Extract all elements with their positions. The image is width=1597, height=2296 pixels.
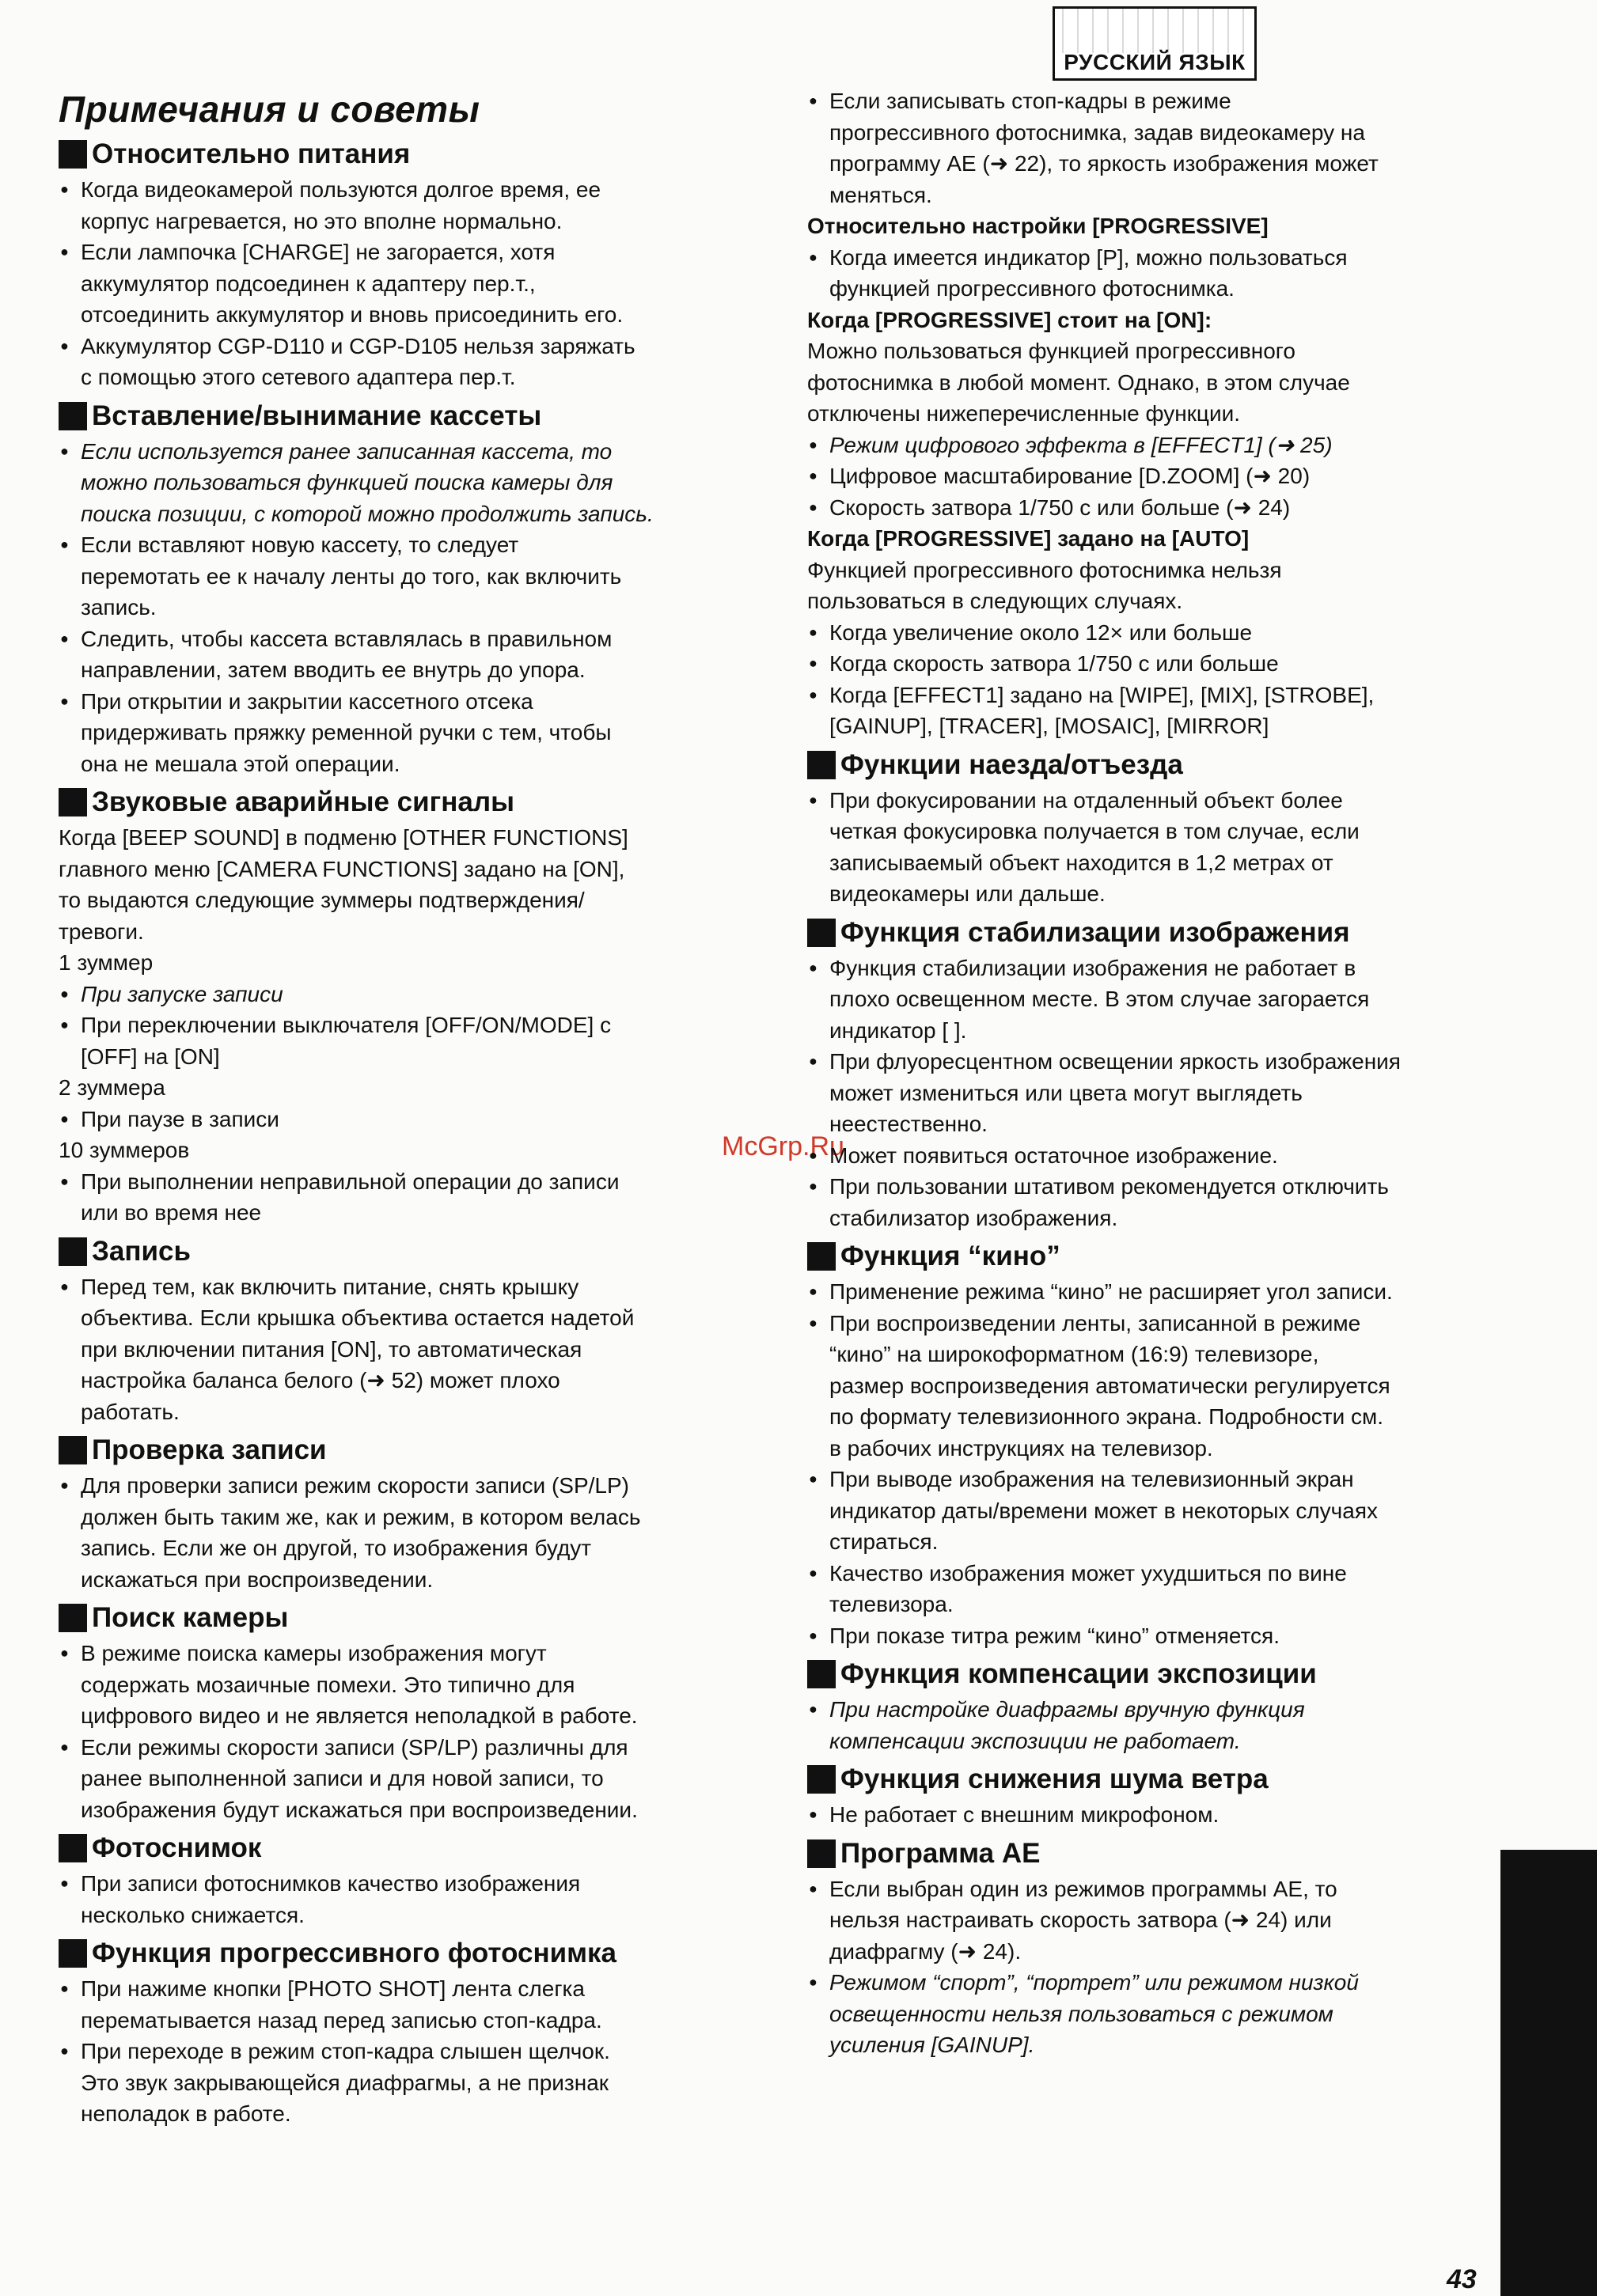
list-item: ● При пользовании штативом рекомендуется отключить стабилизатор изображения. <box>807 1171 1488 1233</box>
list-item: ● При выполнении неправильной операции до записи или во время нее <box>59 1166 755 1229</box>
section-photo-heading: Фотоснимок <box>59 1830 755 1866</box>
list-item: ● При переключении выключателя [OFF/ON/MODE] с [OFF] на [ON] <box>59 1010 755 1072</box>
section-zoom-heading: Функции наезда/отъезда <box>807 747 1488 783</box>
section-progressive-list <box>59 1973 755 2130</box>
section-recording-heading: Запись <box>59 1233 755 1270</box>
section-marker-icon <box>59 402 87 430</box>
list-item: ● Может появиться остаточное изображение. <box>807 1140 1488 1172</box>
beeps-ten-list <box>59 1166 755 1229</box>
section-ae-list <box>807 1874 1488 2061</box>
list-item: ● Если используется ранее записанная кассета, то можно пользоваться функцией поиска камеры для поиска позиции, с которой можно продолжить запись. <box>59 436 755 530</box>
beeps-one-list <box>59 979 755 1073</box>
progressive-continued-list <box>807 85 1488 210</box>
section-marker-icon <box>59 1604 87 1632</box>
section-power-heading: Относительно питания <box>59 136 755 172</box>
section-wind-list <box>807 1799 1488 1831</box>
list-item: ● Качество изображения может ухудшиться по вине телевизора. <box>807 1558 1488 1620</box>
list-item: ● При показе титра режим “кино” отменяется. <box>807 1620 1488 1652</box>
section-progressive-heading: Функция прогрессивного фотоснимка <box>59 1935 755 1972</box>
section-cassette-list <box>59 436 755 780</box>
section-cinema-list <box>807 1276 1488 1651</box>
prog-auto-title: Когда [PROGRESSIVE] задано на [AUTO] <box>807 526 1250 551</box>
list-item: ● Цифровое масштабирование [D.ZOOM] (➜ 20) <box>807 460 1488 492</box>
list-item: ● При фокусировании на отдаленный объект более четкая фокусировка получается в том случае, если записываемый объект находится в 1,2 метрах от видеокамеры или дальше. <box>807 785 1488 910</box>
list-item: ● Если режимы скорости записи (SP/LP) различны для ранее выполненной записи и для новой записи, то изображения будут искажаться при воспроизведении. <box>59 1732 755 1826</box>
section-power-list <box>59 174 755 393</box>
list-item: ● Когда увеличение около 12× или больше <box>807 617 1488 649</box>
prog-on-title: Когда [PROGRESSIVE] стоит на [ON]: <box>807 307 1212 332</box>
list-item: ● При настройке диафрагмы вручную функция компенсации экспозиции не работает. <box>807 1694 1488 1756</box>
page-title: Примечания и советы <box>59 89 480 130</box>
list-item: ● При выводе изображения на телевизионный экран индикатор даты/времени может в некоторых случаях стираться. <box>807 1464 1488 1558</box>
section-exposure-heading: Функция компенсации экспозиции <box>807 1656 1488 1692</box>
list-item: ● При флуоресцентном освещении яркость изображения может измениться или цвета могут выглядеть неестественно. <box>807 1046 1488 1140</box>
section-marker-icon <box>807 1242 836 1271</box>
section-check-list <box>59 1470 755 1595</box>
list-item: ● Режим цифрового эффекта в [EFFECT1] (➜ 25) <box>807 430 1488 461</box>
scan-noise <box>1055 9 1254 53</box>
beeps-intro: Когда [BEEP SOUND] в подменю [OTHER FUNCTIONS] главного меню [CAMERA FUNCTIONS] задано на [ON], то выдаются следующие зуммеры подтверждения/ тревоги. <box>59 825 628 944</box>
section-marker-icon <box>59 1237 87 1266</box>
section-marker-icon <box>807 1660 836 1688</box>
section-marker-icon <box>807 1765 836 1794</box>
list-item: ● При нажимe кнопки [PHOTO SHOT] лента слегка перематывается назад перед записью стоп-кадра. <box>59 1973 755 2036</box>
prog-setting-title: Относительно настройки [PROGRESSIVE] <box>807 214 1269 238</box>
list-item: ● Применение режима “кино” не расширяет угол записи. <box>807 1276 1488 1308</box>
list-item: ● Когда [EFFECT1] задано на [WIPE], [MIX], [STROBE], [GAINUP], [TRACER], [MOSAIC], [MIRROR] <box>807 680 1488 742</box>
beeps-ten-label: 10 зуммеров <box>59 1138 190 1162</box>
list-item: ● Если выбран один из режимов программы AE, то нельзя настраивать скорость затвора (➜ 24) или диафрагму (➜ 24). <box>807 1874 1488 1968</box>
prog-on-list <box>807 430 1488 524</box>
section-wind-heading: Функция снижения шума ветра <box>807 1761 1488 1798</box>
side-tab-marker <box>1500 1850 1597 2296</box>
section-exposure-list <box>807 1694 1488 1756</box>
list-item: ● Когда видеокамерой пользуются долгое время, ее корпус нагревается, но это вполне нормально. <box>59 174 755 237</box>
section-check-heading: Проверка записи <box>59 1432 755 1468</box>
list-item: ● Аккумулятор CGP-D110 и CGP-D105 нельзя заряжать с помощью этого сетевого адаптера пер.т. <box>59 331 755 393</box>
section-search-list <box>59 1638 755 1825</box>
list-item: ● Когда скорость затвора 1/750 с или больше <box>807 648 1488 680</box>
right-column <box>807 85 1488 2061</box>
list-item: ● Следить, чтобы кассета вставлялась в правильном направлении, затем вводить ее внутрь до упора. <box>59 623 755 686</box>
section-recording-list <box>59 1271 755 1428</box>
beeps-one-label: 1 зуммер <box>59 950 154 975</box>
list-item: ● При запуске записи <box>59 979 755 1010</box>
section-stab-heading: Функция стабилизации изображения <box>807 915 1488 951</box>
section-stab-list <box>807 953 1488 1234</box>
section-marker-icon <box>59 1436 87 1464</box>
prog-setting-list <box>807 242 1488 305</box>
watermark: McGrp.Ru <box>722 1131 844 1161</box>
section-photo-list <box>59 1868 755 1930</box>
list-item: ● При переходе в режим стоп-кадра слышен щелчок. Это звук закрывающейся диафрагмы, а не признак неполадок в работе. <box>59 2036 755 2130</box>
list-item: ● При паузе в записи <box>59 1104 755 1135</box>
list-item: ● Если записывать стоп-кадры в режиме прогрессивного фотоснимка, задав видеокамеру на программу AE (➜ 22), то яркость изображения может меняться. <box>807 85 1488 210</box>
list-item: ● В режиме поиска камеры изображения могут содержать мозаичные помехи. Это типично для цифрового видео и не является неполадкой в работе. <box>59 1638 755 1732</box>
prog-auto-text: Функцией прогрессивного фотоснимка нельзя пользоваться в следующих случаях. <box>807 557 1282 613</box>
section-ae-heading: Программа AE <box>807 1836 1488 1872</box>
list-item: ● Для проверки записи режим скорости записи (SP/LP) должен быть таким же, как и режим, в котором велась запись. Если же он другой, то изображения будут искажаться при воспроизведении. <box>59 1470 755 1595</box>
list-item: ● Режимом “спорт”, “портрет” или режимом низкой освещенности нельзя пользоваться с режимом усиления [GAINUP]. <box>807 1967 1488 2061</box>
beeps-two-list <box>59 1104 755 1135</box>
language-tab <box>1053 6 1257 81</box>
list-item: ● Скорость затвора 1/750 с или больше (➜ 24) <box>807 492 1488 524</box>
section-marker-icon <box>59 788 87 816</box>
language-label: РУССКИЙ ЯЗЫК <box>1064 50 1246 74</box>
section-marker-icon <box>59 140 87 169</box>
list-item: ● Не работает с внешним микрофоном. <box>807 1799 1488 1831</box>
section-zoom-list <box>807 785 1488 910</box>
section-marker-icon <box>807 751 836 779</box>
list-item: ● При записи фотоснимков качество изображения несколько снижается. <box>59 1868 755 1930</box>
list-item: ● Функция стабилизации изображения не работает в плохо освещенном месте. В этом случае загорается индикатор [ ]. <box>807 953 1488 1047</box>
list-item: ● Когда имеется индикатор [P], можно пользоваться функцией прогрессивного фотоснимка. <box>807 242 1488 305</box>
list-item: ● Если лампочка [CHARGE] не загорается, хотя аккумулятор подсоединен к адаптеру пер.т., отсоединить аккумулятор и вновь присоединить его. <box>59 237 755 331</box>
section-cinema-heading: Функция “кино” <box>807 1238 1488 1275</box>
section-cassette-heading: Вставление/вынимание кассеты <box>59 398 755 434</box>
section-marker-icon <box>59 1939 87 1968</box>
prog-auto-list <box>807 617 1488 742</box>
list-item: ● При открытии и закрытии кассетного отсека придерживать пряжку ременной ручки с тем, чтобы она не мешала этой операции. <box>59 686 755 780</box>
page-number: 43 <box>1447 2264 1477 2294</box>
beeps-two-label: 2 зуммера <box>59 1075 165 1100</box>
section-marker-icon <box>807 1839 836 1868</box>
section-beeps-heading: Звуковые аварийные сигналы <box>59 784 755 820</box>
section-marker-icon <box>59 1834 87 1862</box>
list-item: ● Перед тем, как включить питание, снять крышку объектива. Если крышка объектива остается надетой при включении питания [ON], то автоматическая настройка баланса белого (➜ 52) может плохо работать. <box>59 1271 755 1428</box>
prog-on-text: Можно пользоваться функцией прогрессивного фотоснимка в любой момент. Однако, в этом случае отключены нижеперечисленные функции. <box>807 339 1350 426</box>
list-item: ● Если вставляют новую кассету, то следует перемотать ее к началу ленты до того, как включить запись. <box>59 529 755 623</box>
section-marker-icon <box>807 919 836 947</box>
section-search-heading: Поиск камеры <box>59 1600 755 1636</box>
list-item: ● При воспроизведении ленты, записанной в режиме “кино” на широкоформатном (16:9) телевизоре, размер воспроизведения автоматически регулируется по формату телевизионного экрана. Подробности см. в рабочих инструкциях на телевизор. <box>807 1308 1488 1464</box>
left-column <box>59 87 755 2130</box>
